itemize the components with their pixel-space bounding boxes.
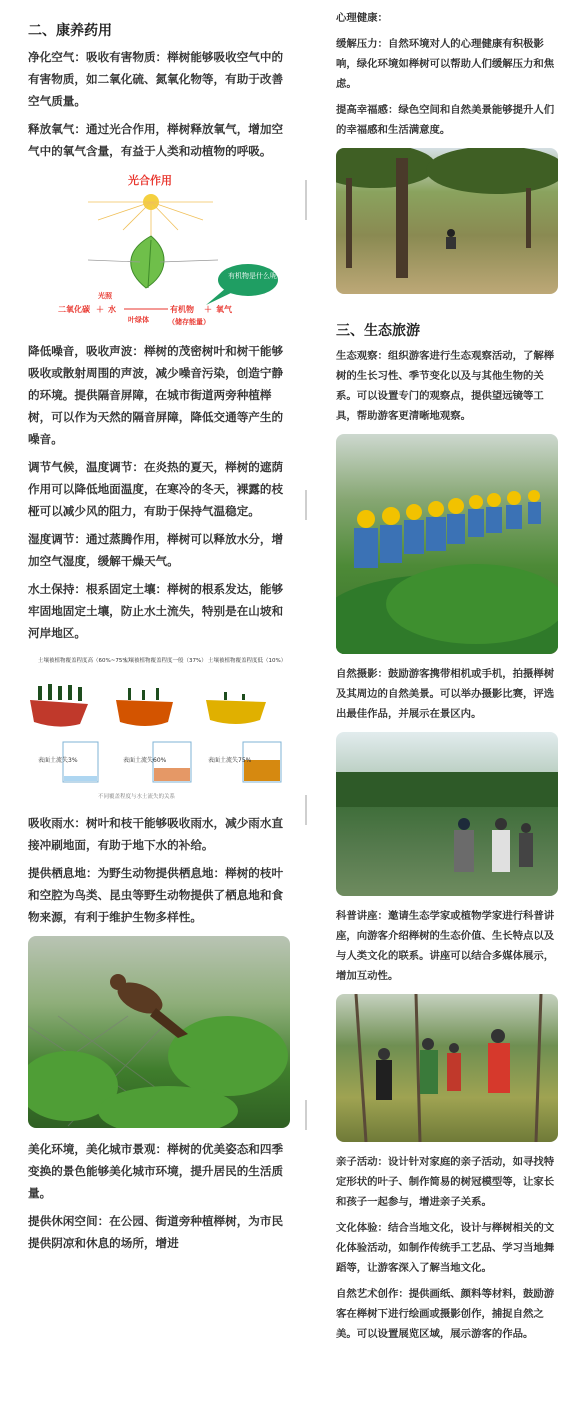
soil-panel-1	[30, 684, 98, 782]
photosynthesis-diagram	[28, 170, 290, 330]
soil-panel-3-bottom: 表面土流失75%	[208, 757, 252, 764]
soil-panel-1-bottom: 表面土流失3%	[38, 757, 78, 764]
section-title: 二、康养药用	[28, 23, 112, 39]
park-photo	[336, 148, 558, 294]
children-photo	[336, 434, 558, 654]
hiker-icon	[376, 1048, 392, 1100]
child-group-icon	[354, 490, 541, 568]
bubble-text: 有机物是什么呢？	[228, 272, 284, 280]
paragraph-rain: 吸收雨水：树叶和枝干能够吸收雨水，减少雨水直接冲刷地面，有助于地下水的补给。	[28, 816, 284, 852]
soil-panel-2-bottom: 表面土流失60%	[123, 757, 167, 764]
leaf-icon	[88, 236, 218, 288]
eq-co2: 二氧化碳	[58, 305, 90, 314]
soil-caption: 不同覆盖程度与水土流失的关系	[98, 794, 176, 800]
paragraph-noise: 降低噪音，吸收声波：榉树的茂密树叶和树干能够吸收或散射周围的声波，减少噪音污染，创造宁静的环境。提供隔音屏障，在城市街道两旁种植榉树，可以作为天然的隔音屏障，降低交通等产生的噪音。	[28, 344, 284, 446]
photographer-icon	[519, 823, 533, 867]
paragraph-photography: 自然摄影：鼓励游客携带相机或手机，拍摄榉树及其周边的自然美景。可以举办摄影比赛，评选出最佳作品，并展示在景区内。	[336, 668, 555, 720]
hiker-icon	[420, 1038, 438, 1094]
soil-panel-3	[206, 692, 281, 782]
paragraph-humidity: 湿度调节：通过蒸腾作用，榉树可以释放水分，增加空气湿度，缓解干燥天气。	[28, 532, 284, 568]
divider	[305, 180, 307, 220]
soil-erosion-illustration	[28, 652, 290, 802]
paragraph-climate: 调节气候，温度调节：在炎热的夏天，榉树的遮荫作用可以降低地面温度，在寒冷的冬天，裸露的枝桠可以减少风的阻力，有助于保持气温稳定。	[28, 460, 284, 518]
paragraph-art: 自然艺术创作：提供画纸、颜料等材料，鼓励游客在榉树下进行绘画或摄影创作，捕捉自然之美。可以设置展览区域，展示游客的作品。	[336, 1288, 555, 1340]
photographers-photo	[336, 732, 558, 896]
svg-text:＋: ＋	[204, 305, 212, 314]
speech-bubble-icon	[206, 264, 284, 305]
hiker-icon	[447, 1043, 461, 1091]
paragraph-stress: 缓解压力：自然环境对人的心理健康有积极影响，绿化环境如榉树可以帮助人们缓解压力和焦虑。	[336, 38, 555, 90]
divider	[305, 795, 307, 825]
paragraph-culture: 文化体验：结合当地文化，设计与榉树相关的文化体验活动，如制作传统手工艺品、学习当地舞蹈等，让游客深入了解当地文化。	[336, 1222, 555, 1274]
paragraph-habitat: 提供栖息地：为野生动物提供栖息地：榉树的枝叶和空腔为鸟类、昆虫等野生动物提供了栖息地和食物来源，有利于维护生物多样性。	[28, 866, 284, 924]
paragraph-air: 净化空气：吸收有害物质：榉树能够吸收空气中的有害物质，如二氧化硫、氮氧化物等，有助于改善空气质量。	[28, 50, 284, 108]
paragraph-happiness: 提高幸福感：绿色空间和自然美景能够提升人们的幸福感和生活满意度。	[336, 104, 555, 136]
soil-panel-3-top: 土壤被植物覆盖程度低（10%）	[208, 658, 287, 664]
eq-water: 水	[108, 305, 116, 314]
eq-store: （储存能量）	[168, 318, 210, 326]
paragraph-family: 亲子活动：设计针对家庭的亲子活动，如寻找特定形状的叶子、制作简易的树冠模型等，让家长和孩子一起参与，增进亲子关系。	[336, 1156, 555, 1208]
paragraph-leisure: 提供休闲空间：在公园、街道旁种植榉树，为市民提供阴凉和休息的场所，增进	[28, 1214, 284, 1250]
sun-icon	[88, 194, 213, 236]
section-title: 三、生态旅游	[336, 323, 420, 339]
eq-organic: 有机物	[170, 305, 194, 314]
soil-panel-2	[116, 688, 191, 782]
svg-text:＋: ＋	[96, 305, 104, 314]
person-icon	[446, 229, 456, 249]
divider	[305, 1100, 307, 1130]
photographer-icon	[454, 818, 474, 872]
heading-mental-health: 心理健康：	[336, 12, 388, 24]
paragraph-observe: 生态观察：组织游客进行生态观察活动，了解榉树的生长习性、季节变化以及与其他生物的关系。可以设置专门的观察点，提供望远镜等工具，帮助游客更清晰地观察。	[336, 350, 555, 422]
soil-panel-2-top: 土壤被植物覆盖程度一般（37%）	[123, 658, 207, 664]
soil-panel-1-top: 土壤被植物覆盖程度高（60%~75%）	[38, 658, 134, 664]
eq-light: 光照	[98, 292, 112, 300]
diagram-title: 光合作用	[128, 174, 172, 187]
paragraph-beauty: 美化环境，美化城市景观：榉树的优美姿态和四季变换的景色能够美化城市环境，提升居民的生活质量。	[28, 1142, 284, 1200]
bird-icon	[110, 974, 188, 1038]
photosynthesis-illustration	[28, 170, 290, 330]
eq-chloroplast: 叶绿体	[128, 316, 149, 324]
forest-hikers-photo	[336, 994, 558, 1142]
paragraph-oxygen: 释放氧气：通过光合作用，榉树释放氧气，增加空气中的氧气含量，有益于人类和动植物的呼吸。	[28, 122, 284, 158]
bird-photo	[28, 936, 290, 1128]
divider	[305, 490, 307, 520]
hiker-icon	[488, 1029, 510, 1093]
right-column	[336, 8, 558, 1350]
paragraph-soil: 水土保持：根系固定土壤：榉树的根系发达，能够牢固地固定土壤，防止水土流失，特别是在山坡和河岸地区。	[28, 582, 284, 640]
soil-erosion-diagram	[28, 652, 290, 802]
paragraph-lecture: 科普讲座：邀请生态学家或植物学家进行科普讲座，向游客介绍榉树的生态价值、生长特点以及与人类文化的联系。讲座可以结合多媒体展示，增加互动性。	[336, 910, 555, 982]
left-column	[28, 0, 290, 1260]
eq-oxygen: 氧气	[216, 305, 232, 314]
photographer-icon	[492, 818, 510, 872]
